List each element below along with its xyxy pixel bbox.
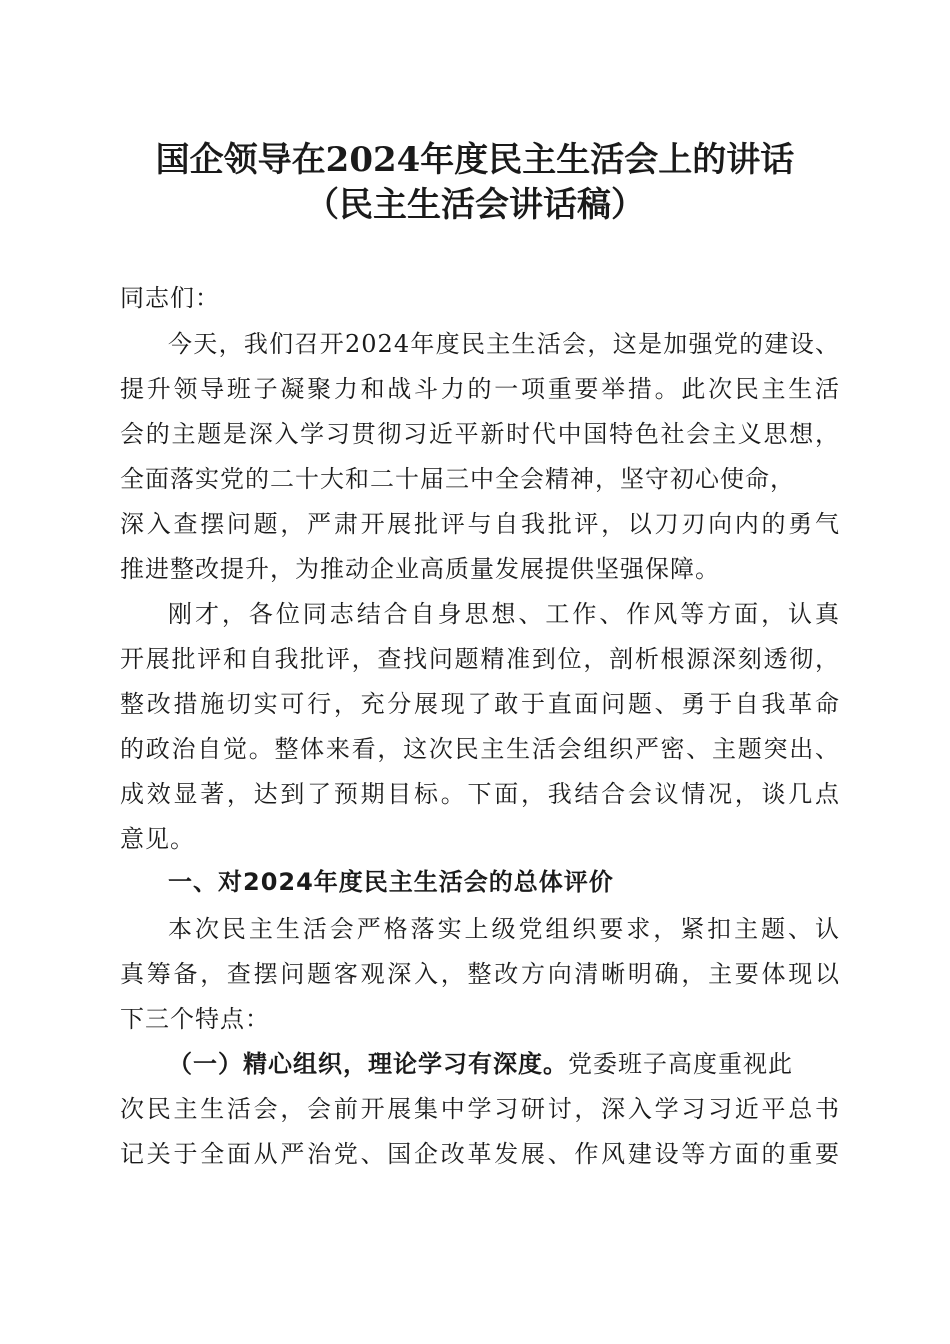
- paragraph-line: 意见。: [120, 825, 195, 853]
- paragraph-line: 全面落实党的二十大和二十届三中全会精神，坚守初心使命，: [120, 465, 795, 493]
- subpoint-text: 党委班子高度重视此: [568, 1050, 793, 1078]
- paragraph-line: 刚才，各位同志结合自身思想、工作、作风等方面，认真: [168, 600, 840, 628]
- paragraph-line: 次民主生活会，会前开展集中学习研讨，深入学习习近平总书: [120, 1095, 840, 1123]
- paragraph-line: 提升领导班子凝聚力和战斗力的一项重要举措。此次民主生活: [120, 375, 840, 403]
- document-subtitle: （民主生活会讲话稿）: [305, 185, 645, 225]
- document-title: 国企领导在2024年度民主生活会上的讲话: [155, 140, 795, 180]
- paragraph-line: 真筹备，查摆问题客观深入，整改方向清晰明确，主要体现以: [120, 960, 840, 988]
- paragraph-line: 下三个特点：: [120, 1005, 270, 1033]
- paragraph-line: 的政治自觉。整体来看，这次民主生活会组织严密、主题突出、: [120, 735, 840, 763]
- paragraph-line: 本次民主生活会严格落实上级党组织要求，紧扣主题、认: [168, 915, 840, 943]
- paragraph-line: 整改措施切实可行，充分展现了敢于直面问题、勇于自我革命: [120, 690, 840, 718]
- subpoint-heading: （一）精心组织，理论学习有深度。: [168, 1049, 568, 1078]
- section-heading: 一、对2024年度民主生活会的总体评价: [168, 868, 614, 896]
- paragraph-line: 深入查摆问题，严肃开展批评与自我批评，以刀刃向内的勇气: [120, 510, 840, 538]
- paragraph-line: 记关于全面从严治党、国企改革发展、作风建设等方面的重要: [120, 1140, 840, 1168]
- salutation: 同志们：: [120, 284, 220, 312]
- subpoint-line: [168, 1048, 840, 1080]
- paragraph-line: 推进整改提升，为推动企业高质量发展提供坚强保障。: [120, 555, 720, 583]
- paragraph-line: 开展批评和自我批评，查找问题精准到位，剖析根源深刻透彻，: [120, 645, 840, 673]
- paragraph-line: 今天，我们召开2024年度民主生活会，这是加强党的建设、: [168, 330, 840, 358]
- paragraph-line: 会的主题是深入学习贯彻习近平新时代中国特色社会主义思想，: [120, 420, 840, 448]
- paragraph-line: 成效显著，达到了预期目标。下面，我结合会议情况，谈几点: [120, 780, 840, 808]
